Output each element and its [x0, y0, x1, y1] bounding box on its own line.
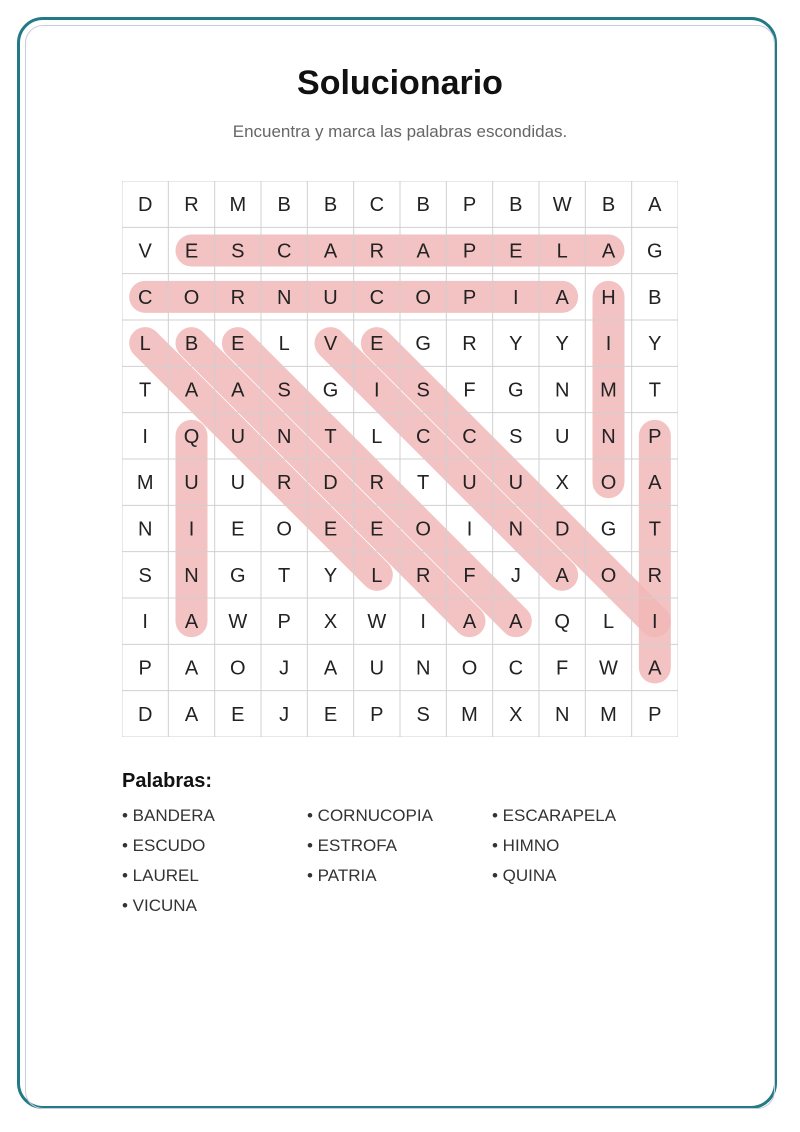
grid-letter: G: [600, 518, 617, 541]
grid-letter: G: [230, 564, 246, 587]
word-list-item: • ESCARAPELA: [492, 806, 617, 825]
grid-letter: M: [600, 703, 617, 726]
grid-letter: J: [510, 564, 521, 587]
grid-letter: G: [415, 333, 431, 356]
grid-letter: P: [462, 194, 477, 217]
grid-letter: M: [136, 472, 154, 495]
grid-letter: T: [278, 564, 291, 587]
grid-letter: B: [184, 333, 199, 356]
grid-letter: X: [323, 611, 338, 634]
grid-letter: L: [278, 333, 290, 356]
grid-letter: Y: [509, 333, 523, 356]
grid-letter: P: [462, 240, 477, 263]
grid-letter: S: [277, 379, 291, 402]
grid-letter: X: [509, 703, 523, 726]
grid-letter: N: [137, 518, 153, 541]
grid-letter: U: [230, 425, 246, 448]
grid-letter: U: [323, 286, 338, 309]
grid-letter: C: [462, 425, 477, 448]
grid-letter: I: [605, 333, 612, 356]
grid-letter: C: [415, 425, 431, 448]
grid-letter: F: [463, 379, 476, 402]
grid-letter: C: [137, 286, 153, 309]
grid-letter: E: [370, 333, 384, 356]
grid-letter: S: [416, 379, 430, 402]
word-list-item: • HIMNO: [492, 836, 560, 855]
grid-letter: U: [230, 472, 246, 495]
grid-letter: T: [324, 425, 337, 448]
word-list-item: • BANDERA: [122, 806, 215, 825]
grid-letter: A: [184, 657, 199, 680]
grid-letter: E: [323, 703, 338, 726]
grid-letter: R: [647, 564, 663, 587]
grid-letter: C: [508, 657, 524, 680]
grid-letter: E: [370, 518, 384, 541]
grid-letter: D: [137, 703, 153, 726]
grid-letter: A: [601, 240, 616, 263]
grid-letter: P: [138, 657, 152, 680]
grid-letter: R: [369, 240, 385, 263]
grid-letter: A: [648, 194, 662, 217]
grid-letter: Y: [555, 333, 569, 356]
grid-letter: A: [184, 611, 199, 634]
grid-letter: I: [142, 425, 148, 448]
grid-letter: O: [230, 657, 246, 680]
grid-letter: A: [184, 703, 199, 726]
grid-letter: L: [371, 425, 383, 448]
grid-letter: B: [601, 194, 616, 217]
grid-letter: N: [554, 379, 570, 402]
grid-letter: A: [323, 657, 338, 680]
grid-letter: E: [231, 333, 245, 356]
grid-letter: B: [648, 286, 662, 309]
grid-letter: S: [509, 425, 523, 448]
grid-letter: C: [276, 240, 292, 263]
grid-letter: S: [138, 564, 152, 587]
grid-letter: N: [276, 286, 292, 309]
grid-letter: A: [648, 472, 662, 495]
grid-letter: A: [462, 611, 477, 634]
grid-letter: V: [138, 240, 152, 263]
grid-letter: J: [279, 703, 290, 726]
grid-letter: B: [509, 194, 523, 217]
grid-letter: O: [276, 518, 292, 541]
grid-letter: U: [554, 425, 570, 448]
grid-letter: D: [554, 518, 570, 541]
grid-letter: A: [648, 657, 662, 680]
grid-letter: I: [652, 611, 658, 634]
grid-letter: N: [508, 518, 524, 541]
grid-letter: W: [367, 611, 387, 634]
grid-letter: S: [231, 240, 245, 263]
grid-letter: I: [466, 518, 473, 541]
grid-letter: T: [648, 518, 661, 541]
grid-letter: E: [231, 703, 245, 726]
word-list-item: • ESTROFA: [307, 836, 398, 855]
grid-letter: O: [600, 564, 617, 587]
grid-letter: I: [142, 611, 148, 634]
grid-letter: A: [184, 379, 199, 402]
grid-letter: O: [183, 286, 200, 309]
grid-letter: L: [371, 564, 383, 587]
grid-letter: P: [277, 611, 291, 634]
grid-letter: V: [323, 333, 338, 356]
grid-letter: Y: [648, 333, 662, 356]
grid-letter: M: [229, 194, 247, 217]
grid-letter: F: [556, 657, 569, 680]
grid-letter: O: [600, 472, 617, 495]
grid-letter: P: [648, 425, 662, 448]
grid-letter: B: [416, 194, 430, 217]
grid-letter: N: [276, 425, 292, 448]
grid-letter: G: [322, 379, 339, 402]
page-title: Solucionario: [297, 64, 503, 102]
grid-letter: A: [231, 379, 245, 402]
grid-letter: U: [508, 472, 524, 495]
grid-letter: N: [415, 657, 431, 680]
grid-letter: O: [461, 657, 478, 680]
grid-letter: U: [184, 472, 199, 495]
word-list-item: • QUINA: [492, 866, 557, 885]
grid-letter: E: [231, 518, 245, 541]
grid-letter: P: [648, 703, 662, 726]
grid-letter: R: [462, 333, 477, 356]
grid-letter: W: [552, 194, 572, 217]
grid-letter: Q: [183, 425, 200, 448]
grid-letter: Y: [323, 564, 338, 587]
grid-letter: U: [369, 657, 385, 680]
word-list-item: • PATRIA: [307, 866, 377, 885]
word-list-item: • VICUNA: [122, 896, 197, 915]
grid-letter: E: [509, 240, 523, 263]
grid-letter: A: [555, 286, 569, 309]
word-list-item: • LAUREL: [122, 866, 199, 885]
grid-letter: N: [184, 564, 199, 587]
grid-letter: I: [513, 286, 519, 309]
grid-letter: T: [417, 472, 430, 495]
grid-letter: R: [369, 472, 385, 495]
grid-letter: R: [230, 286, 246, 309]
word-list-item: • ESCUDO: [122, 836, 206, 855]
grid-letter: B: [277, 194, 291, 217]
words-heading: Palabras:: [122, 770, 213, 792]
grid-letter: T: [648, 379, 661, 402]
grid-letter: D: [323, 472, 338, 495]
grid-letter: C: [369, 194, 385, 217]
word-search-grid: [122, 181, 678, 737]
grid-letter: L: [556, 240, 568, 263]
grid-letter: B: [323, 194, 338, 217]
grid-letter: R: [415, 564, 431, 587]
grid-letter: E: [184, 240, 199, 263]
grid-letter: P: [370, 703, 384, 726]
grid-letter: W: [228, 611, 248, 634]
grid-letter: G: [508, 379, 524, 402]
grid-letter: O: [415, 518, 431, 541]
grid-letter: J: [279, 657, 290, 680]
grid-letter: N: [554, 703, 570, 726]
grid-letter: A: [555, 564, 569, 587]
grid-letter: S: [416, 703, 430, 726]
grid-letter: P: [462, 286, 477, 309]
grid-letter: O: [415, 286, 431, 309]
grid-letter: N: [601, 425, 616, 448]
grid-letter: L: [139, 333, 151, 356]
grid-letter: T: [139, 379, 152, 402]
word-list-item: • CORNUCOPIA: [307, 806, 433, 825]
page-subtitle: Encuentra y marca las palabras escondidas.: [232, 122, 568, 141]
grid-letter: X: [555, 472, 569, 495]
grid-letter: W: [599, 657, 618, 680]
grid-letter: R: [276, 472, 292, 495]
grid-letter: M: [461, 703, 478, 726]
word-search-svg: [122, 181, 678, 737]
grid-letter: Q: [554, 611, 570, 634]
grid-letter: M: [600, 379, 617, 402]
grid-letter: A: [323, 240, 338, 263]
grid-letter: E: [323, 518, 338, 541]
grid-letter: I: [374, 379, 380, 402]
grid-letter: U: [462, 472, 477, 495]
grid-letter: R: [184, 194, 199, 217]
grid-letter: A: [416, 240, 430, 263]
grid-letter: C: [369, 286, 385, 309]
grid-letter: I: [188, 518, 195, 541]
grid-letter: I: [420, 611, 426, 634]
grid-letter: A: [509, 611, 523, 634]
grid-letter: H: [601, 286, 616, 309]
grid-letter: G: [647, 240, 663, 263]
grid-letter: D: [137, 194, 153, 217]
grid-letter: F: [463, 564, 476, 587]
grid-letter: L: [602, 611, 615, 634]
